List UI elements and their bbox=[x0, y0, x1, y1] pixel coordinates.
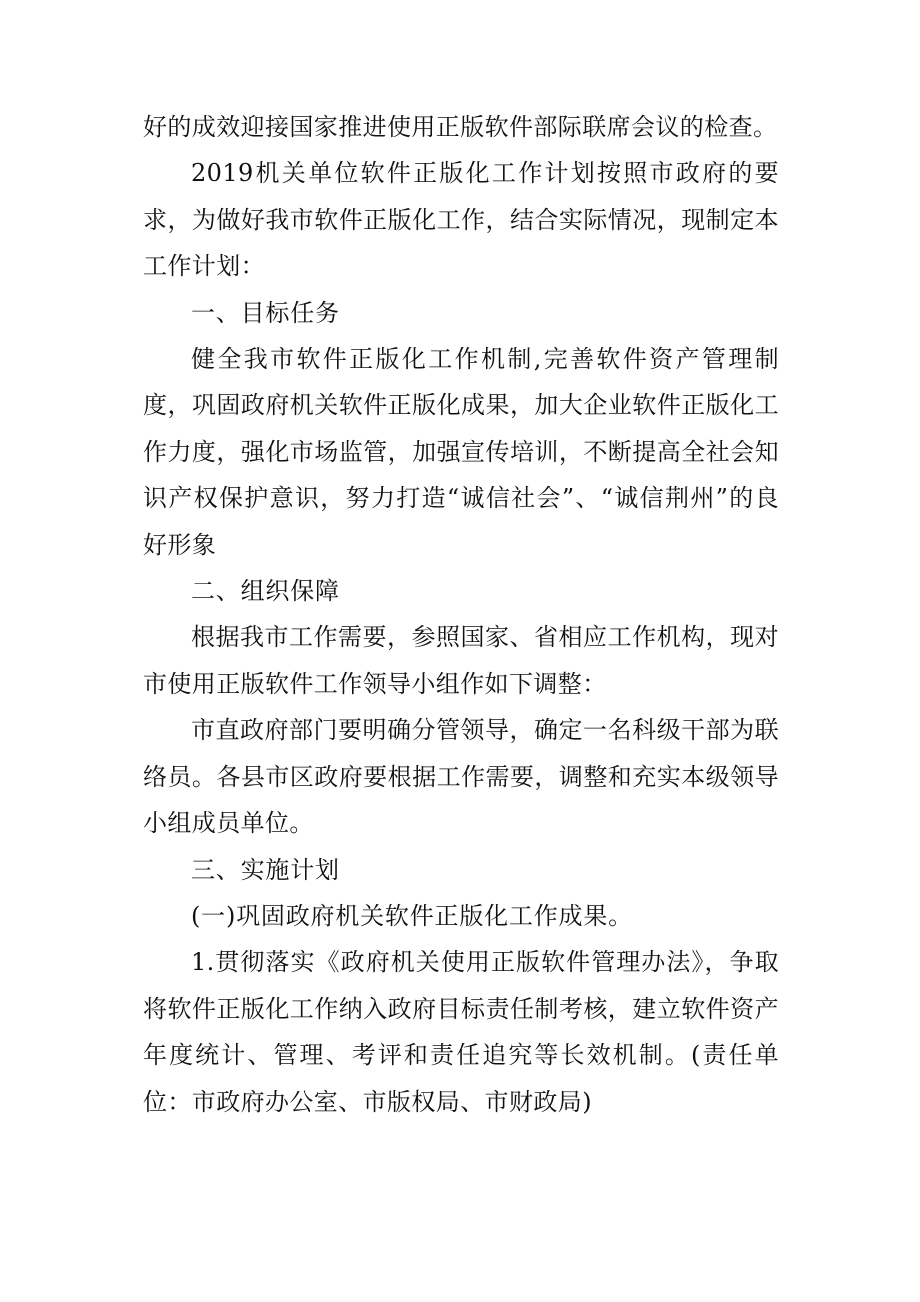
paragraph-intro: 2019机关单位软件正版化工作计划按照市政府的要求，为做好我市软件正版化工作，结合实际情况，现制定本工作计划： bbox=[143, 159, 779, 281]
paragraph-goals: 健全我市软件正版化工作机制,完善软件资产管理制度，巩固政府机关软件正版化成果，加大企业软件正版化工作力度，强化市场监管，加强宣传培训，不断提高全社会知识产权保护意识，努力打造“诚信社会”、“诚信荆州”的良好形象 bbox=[143, 345, 779, 559]
section-heading-organization: 二、组织保障 bbox=[191, 577, 340, 606]
document-body bbox=[143, 104, 779, 1125]
section-heading-goals: 一、目标任务 bbox=[191, 298, 340, 327]
subsection-heading-consolidate: (一)巩固政府机关软件正版化工作成果。 bbox=[191, 901, 633, 930]
paragraph-item-1: 1.贯彻落实《政府机关使用正版软件管理办法》，争取将软件正版化工作纳入政府目标责任制考核，建立软件资产年度统计、管理、考评和责任追究等长效机制。(责任单位：市政府办公室、市版权局、市财政局) bbox=[143, 948, 779, 1116]
paragraph-liaison: 市直政府部门要明确分管领导，确定一名科级干部为联络员。各县市区政府要根据工作需要，调整和充实本级领导小组成员单位。 bbox=[143, 716, 779, 838]
paragraph-organization: 根据我市工作需要，参照国家、省相应工作机构，现对市使用正版软件工作领导小组作如下调整： bbox=[143, 623, 779, 698]
section-heading-plan: 三、实施计划 bbox=[191, 855, 340, 884]
paragraph-continuation: 好的成效迎接国家推进使用正版软件部际联席会议的检查。 bbox=[143, 113, 778, 141]
